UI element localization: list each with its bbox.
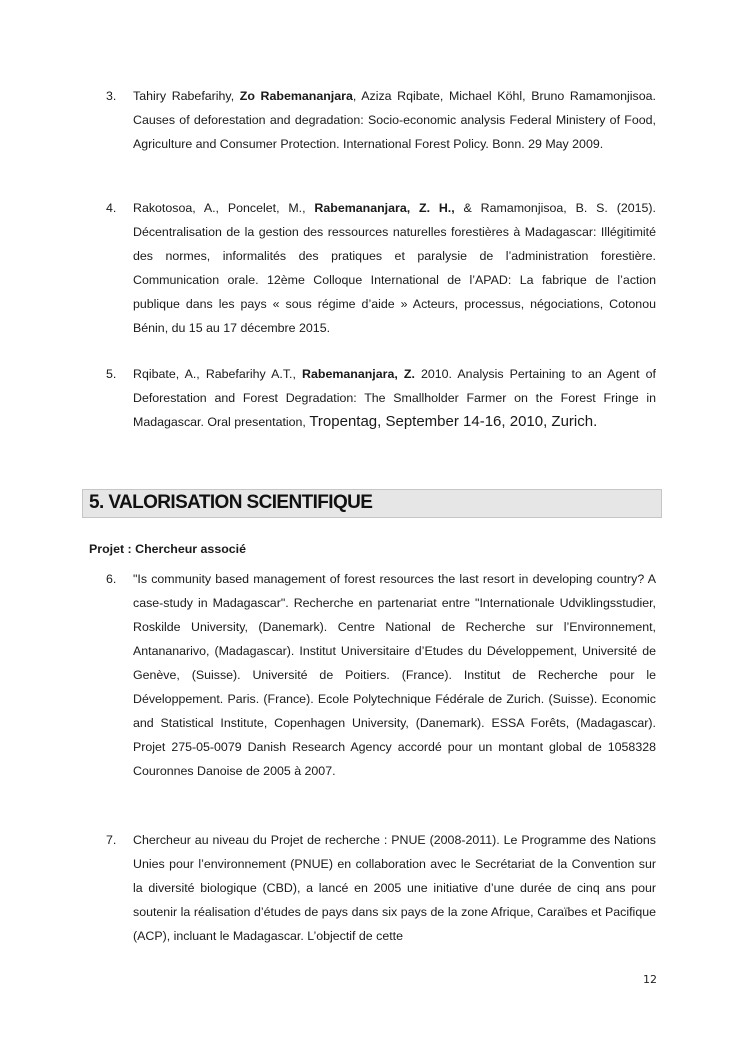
subheading: Projet : Chercheur associé (89, 542, 247, 556)
section-title: 5. VALORISATION SCIENTIFIQUE (89, 492, 373, 513)
list-number: 3. (106, 89, 117, 103)
project-text: Chercheur au niveau du Projet de recherche : PNUE (2008-2011). Le Programme des Nations Unies pour l’environnement (PNUE) en collaboration avec le Secrétariat de la Convention sur la diversité biologique (CBD), a lancé en 2005 une initiative d’une durée de cinq ans pour soutenir la réalisation d’études de pays dans six pays de la zone Afrique, Caraïbes et Pacifique (ACP), incluant le Madagascar. L’objectif de cette (133, 833, 656, 943)
reference-item-4 (108, 196, 656, 340)
reference-text: Rakotosoa, A., Poncelet, M., Rabemananjara, Z. H., & Ramamonjisoa, B. S. (2015). Décentralisation de la gestion des ressources naturelles forestières à Madagascar: Illégitimité des normes, informalités des pratiques et paralysie de l’administration forestière. Communication orale. 12ème Colloque International de l’APAD: La fabrique de l’action publique dans les pays « sous régime d’aide » Acteurs, processus, négociations, Cotonou Bénin, du 15 au 17 décembre 2015. (133, 201, 656, 335)
project-item-7 (108, 828, 656, 948)
reference-text: Rqibate, A., Rabefarihy A.T., Rabemananjara, Z. 2010. Analysis Pertaining to an Agent of Deforestation and Forest Degradation: The Smallholder Farmer on the Forest Fringe in Madagascar. Oral presentation, Tropentag, September 14-16, 2010, Zurich. (133, 367, 656, 430)
list-number: 7. (106, 833, 117, 847)
list-number: 4. (106, 201, 117, 215)
list-number: 6. (106, 572, 117, 586)
author-highlight: Rabemananjara, Z. H., (314, 201, 455, 215)
page-number: 12 (643, 973, 657, 986)
author-highlight: Rabemananjara, Z. (302, 367, 415, 381)
event-details: Tropentag, September 14-16, 2010, Zurich. (309, 413, 598, 430)
project-item-6 (108, 567, 656, 783)
reference-item-5 (108, 362, 656, 434)
section-header (82, 489, 662, 518)
author-highlight: Zo Rabemananjara (239, 89, 353, 103)
list-number: 5. (106, 367, 117, 381)
project-text: "Is community based management of forest resources the last resort in developing country? A case-study in Madagascar". Recherche en partenariat entre "Internationale Udviklingsstudier, Roskilde University, (Danemark). Centre National de Recherche sur l’Environnement, Antananarivo, (Madagascar). Institut Universitaire d’Etudes du Développement, Université de Genève, (Suisse). Université de Poitiers. (France). Institut de Recherche pour le Développement. Paris. (France). Ecole Polytechnique Fédérale de Zurich. (Suisse). Economic and Statistical Institute, Copenhagen University, (Danemark). ESSA Forêts, (Madagascar). Projet 275-05-0079 Danish Research Agency accordé pour un montant global de 1058328 Couronnes Danoise de 2005 à 2007. (133, 572, 656, 778)
reference-item-3 (108, 84, 656, 156)
reference-text: Tahiry Rabefarihy, Zo Rabemananjara, Aziza Rqibate, Michael Köhl, Bruno Ramamonjisoa. Causes of deforestation and degradation: Socio-economic analysis Federal Ministery of Food, Agriculture and Consumer Protection. International Forest Policy. Bonn. 29 May 2009. (133, 89, 656, 151)
